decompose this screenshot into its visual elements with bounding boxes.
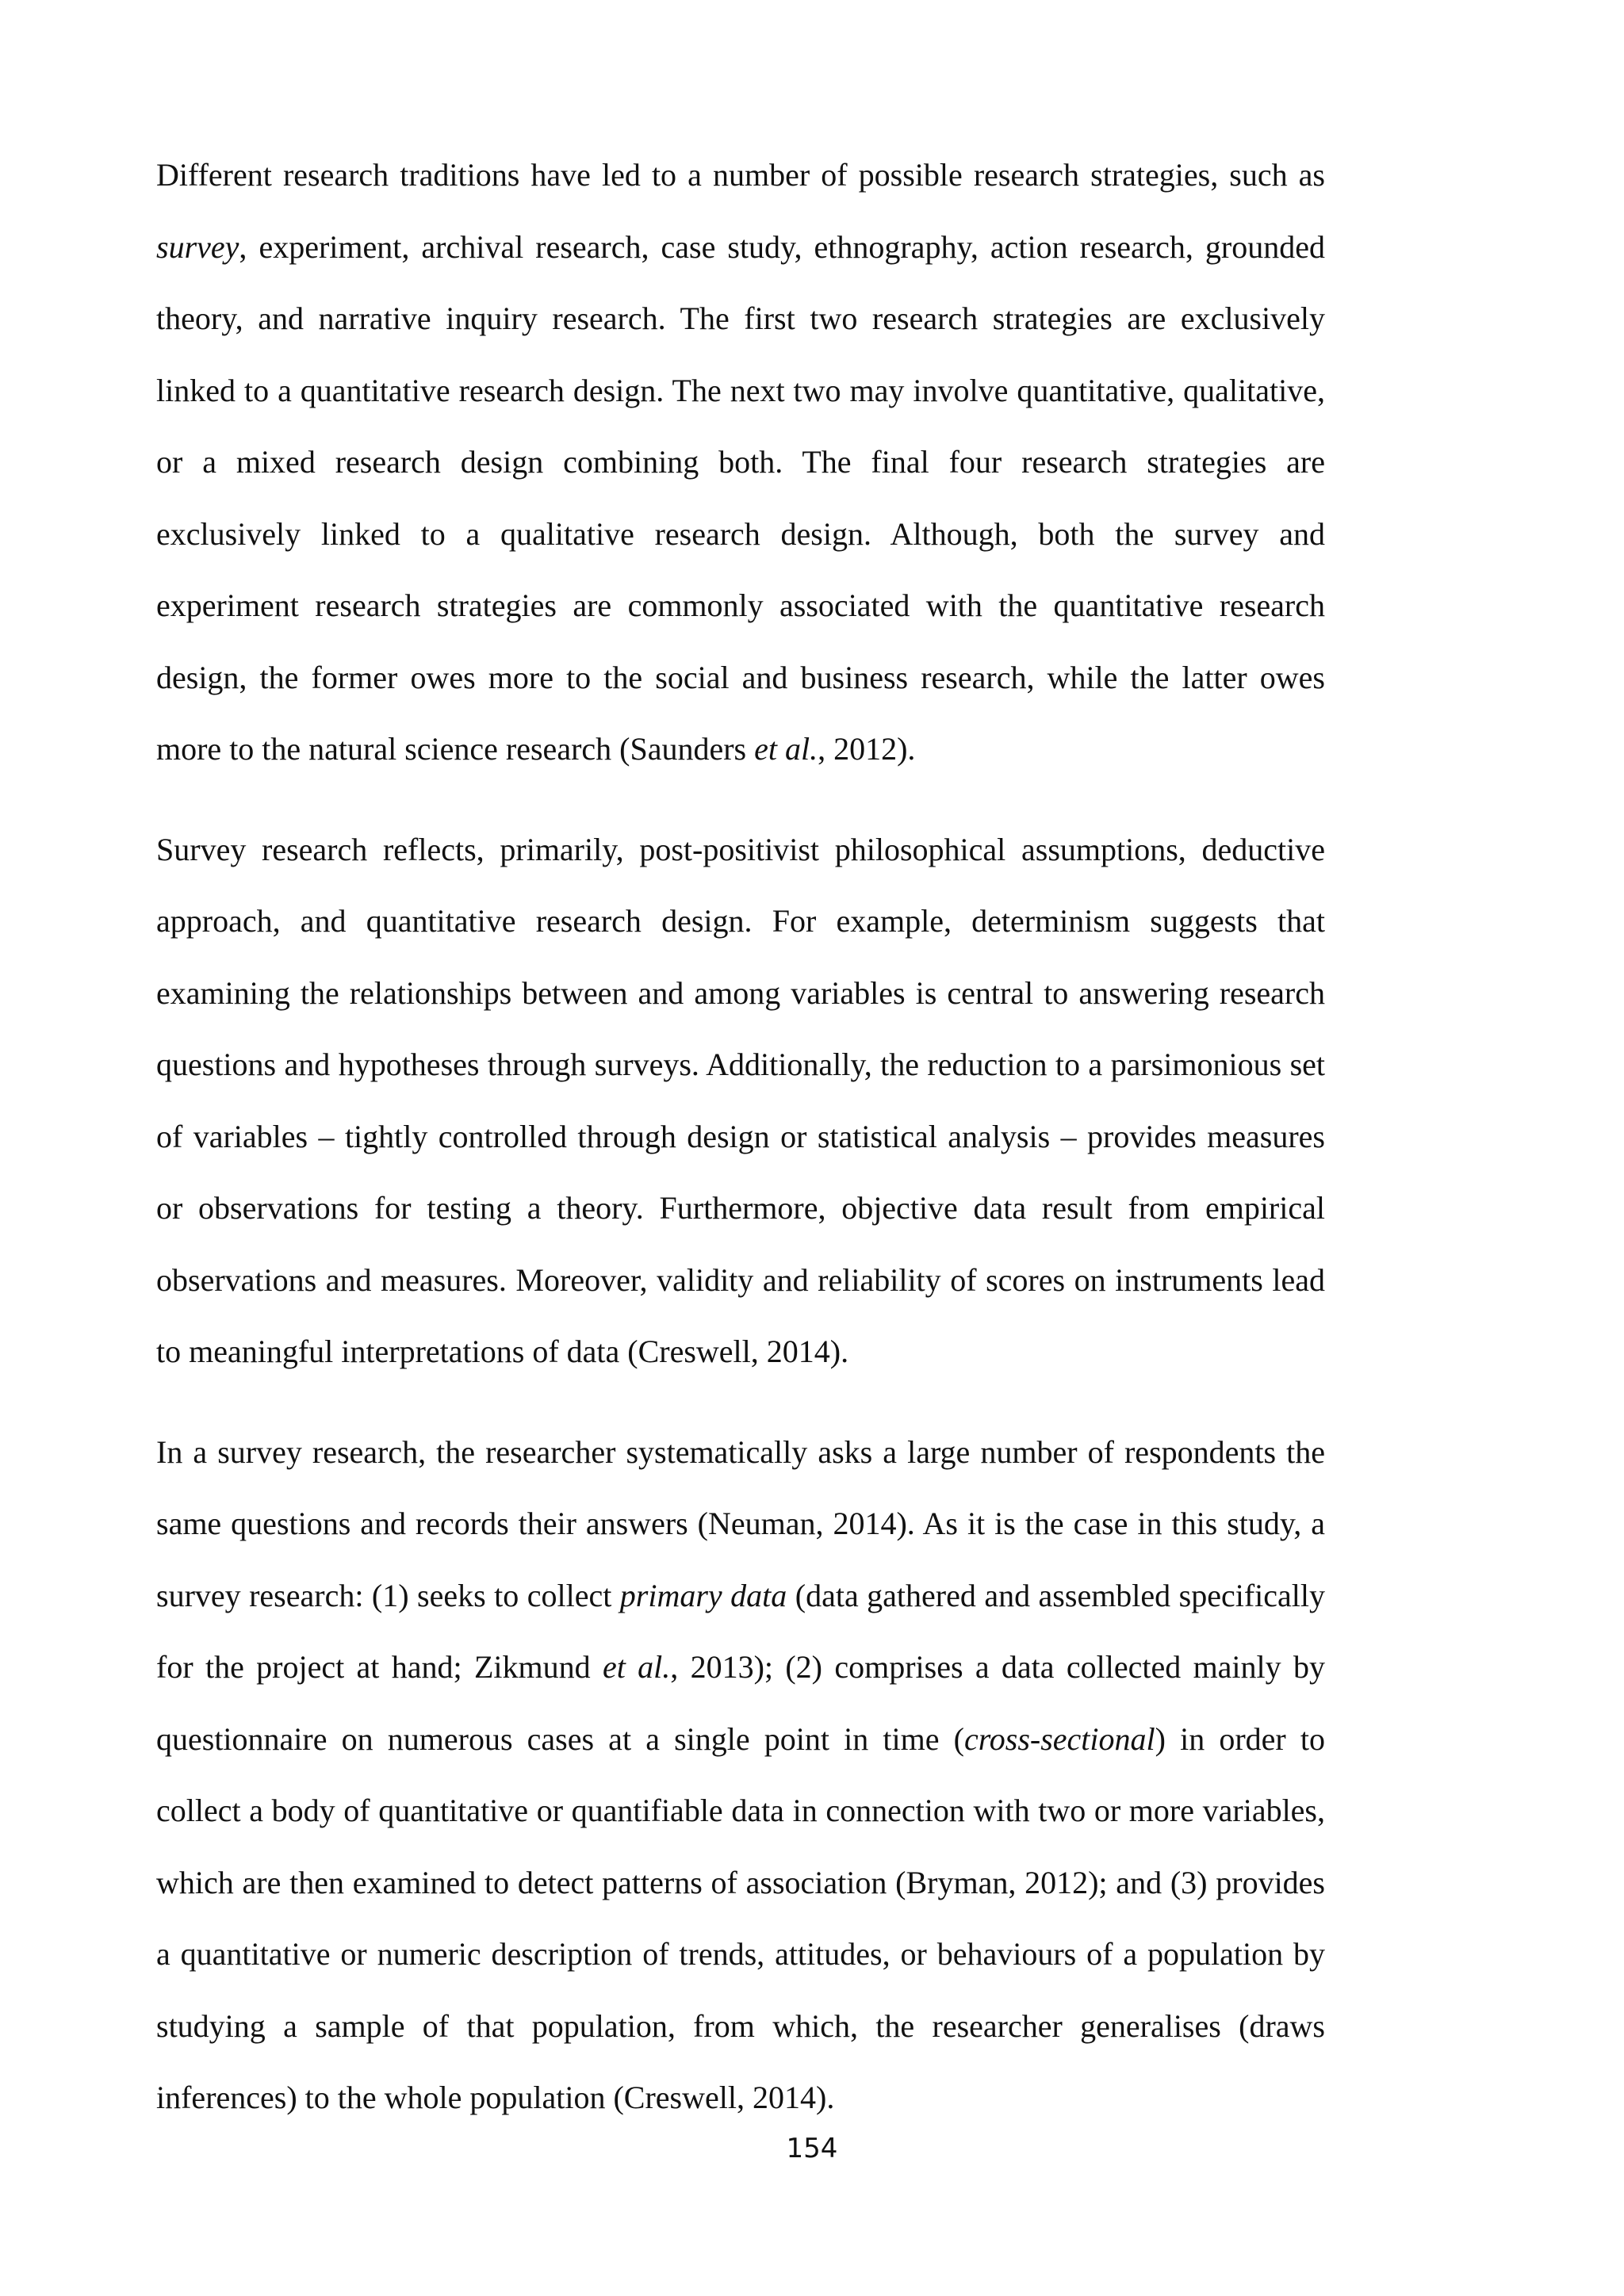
text-run: In a survey research, the researcher systematically asks a large number of respondents the same questions and records their answers (Neuman, 2014). As it is the case in this study, a survey research: (1) seeks to collect — [156, 1433, 1325, 1613]
paragraph-research-strategies — [156, 140, 1325, 786]
page-number: 154 — [786, 2133, 838, 2164]
text-run: ) in order to collect a body of quantitative or quantifiable data in connection with two or more variables, which are then examined to detect patterns of association (Bryman, 2012); and (3) provides a quantitative or numeric description of trends, attitudes, or behaviours of a population by studying a sample of that population, from which, the researcher generalises (draws inferences) to the whole population (Creswell, 2014). — [156, 1720, 1325, 2115]
text-run: Survey research reflects, primarily, post-positivist philosophical assumptions, deductive approach, and quantitative research design. For example, determinism suggests that examining the relationships between and among variables is central to answering research questions and hypotheses through surveys. Additionally, the reduction to a parsimonious set of variables – tightly controlled through design or statistical analysis – provides measures or observations for testing a theory. Furthermore, objective data result from empirical observations and measures. Moreover, validity and reliability of scores on instruments lead to meaningful interpretations of data (Creswell, 2014). — [156, 831, 1325, 1369]
text-run: (data gathered and assembled specifically for the project at hand; Zikmund — [156, 1577, 1325, 1685]
page-body — [156, 140, 1325, 2163]
text-run-italic: et al. — [602, 1649, 671, 1685]
text-run: , experiment, archival research, case study, ethnography, action research, grounded theory, and narrative inquiry research. The first two research strategies are exclusively linked to a quantitative research design. The next two may involve quantitative, qualitative, or a mixed research design combining both. The final four research strategies are exclusively linked to a qualitative research design. Although, both the survey and experiment research strategies are commonly associated with the quantitative research design, the former owes more to the social and business research, while the latter owes more to the natural science research (Saunders — [156, 228, 1325, 767]
text-run-italic: survey — [156, 228, 239, 265]
text-run: , 2012). — [818, 731, 916, 767]
text-run: Different research traditions have led to a number of possible research strategies, such as — [156, 157, 1325, 193]
paragraph-survey-definition — [156, 1417, 1325, 2134]
text-run-italic: et al. — [754, 731, 818, 767]
paragraph-survey-assumptions — [156, 814, 1325, 1388]
text-run-italic: primary data — [619, 1577, 787, 1613]
text-run-italic: cross-sectional — [963, 1720, 1155, 1757]
text-run: , 2013); (2) comprises a data collected mainly by questionnaire on numerous cases at a single point in time ( — [156, 1649, 1325, 1757]
